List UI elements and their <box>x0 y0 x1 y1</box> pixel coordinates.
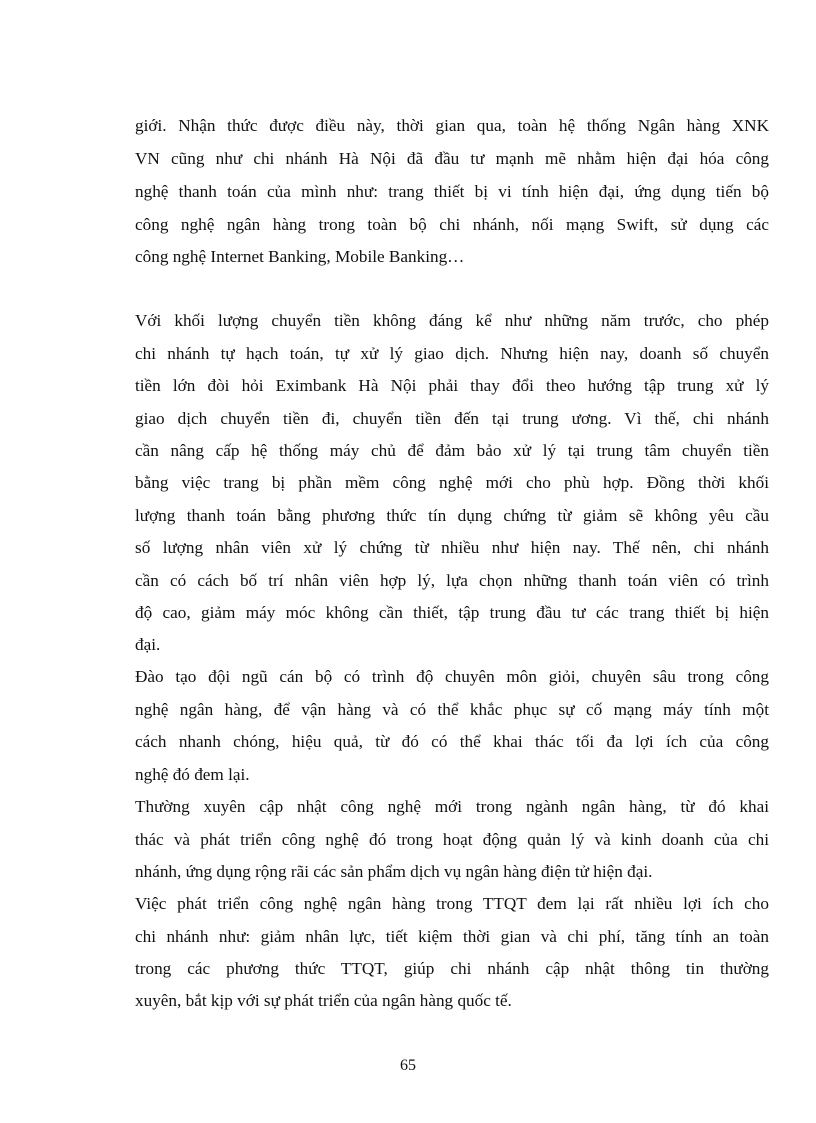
text-line: nhánh, ứng dụng rộng rãi các sản phẩm dịch vụ ngân hàng điện tử hiện đại. <box>135 862 653 881</box>
text-line: Đào tạo đội ngũ cán bộ có trình độ chuyên môn giỏi, chuyên sâu trong công <box>135 667 769 686</box>
text-line: Thường xuyên cập nhật công nghệ mới trong ngành ngân hàng, từ đó khai <box>135 797 769 816</box>
text-line: chi nhánh tự hạch toán, tự xử lý giao dịch. Nhưng hiện nay, doanh số chuyển <box>135 344 769 363</box>
text-line: thác và phát triển công nghệ đó trong hoạt động quản lý và kinh doanh của chi <box>135 830 769 849</box>
text-line: chi nhánh như: giảm nhân lực, tiết kiệm thời gian và chi phí, tăng tính an toàn <box>135 927 769 946</box>
text-line: bằng việc trang bị phần mềm công nghệ mới cho phù hợp. Đồng thời khối <box>135 473 769 492</box>
text-line: cần nâng cấp hệ thống máy chủ để đảm bảo xử lý tại trung tâm chuyển tiền <box>135 441 769 460</box>
text-line: nghệ đó đem lại. <box>135 765 250 784</box>
text-line: cách nhanh chóng, hiệu quả, từ đó có thể khai thác tối đa lợi ích của công <box>135 732 769 751</box>
text-line: giới. Nhận thức được điều này, thời gian qua, toàn hệ thống Ngân hàng XNK <box>135 116 769 135</box>
text-line: lượng thanh toán bằng phương thức tín dụng chứng từ giảm sẽ không yêu cầu <box>135 506 769 525</box>
text-line: đại. <box>135 635 161 654</box>
text-line: số lượng nhân viên xử lý chứng từ nhiều như hiện nay. Thế nên, chi nhánh <box>135 538 769 557</box>
text-line: trong các phương thức TTQT, giúp chi nhánh cập nhật thông tin thường <box>135 959 769 978</box>
text-line: tiền lớn đòi hỏi Eximbank Hà Nội phải thay đổi theo hướng tập trung xử lý <box>135 376 769 395</box>
text-line: VN cũng như chi nhánh Hà Nội đã đầu tư mạnh mẽ nhằm hiện đại hóa công <box>135 149 769 168</box>
text-line: công nghệ Internet Banking, Mobile Banking… <box>135 247 465 266</box>
text-line: độ cao, giảm máy móc không cần thiết, tập trung đầu tư các trang thiết bị hiện <box>135 603 769 622</box>
text-line: công nghệ ngân hàng trong toàn bộ chi nhánh, nối mạng Swift, sử dụng các <box>135 215 769 234</box>
text-line: nghệ ngân hàng, để vận hàng và có thể khắc phục sự cố mạng máy tính một <box>135 700 769 719</box>
text-line: giao dịch chuyển tiền đi, chuyển tiền đến tại trung ương. Vì thế, chi nhánh <box>135 409 769 428</box>
page-number: 65 <box>400 1057 416 1074</box>
text-line: cần có cách bố trí nhân viên hợp lý, lựa chọn những thanh toán viên có trình <box>135 571 769 590</box>
text-line: nghệ thanh toán của mình như: trang thiết bị vi tính hiện đại, ứng dụng tiến bộ <box>135 182 769 201</box>
text-line: Với khối lượng chuyển tiền không đáng kể như những năm trước, cho phép <box>135 311 769 330</box>
text-line: Việc phát triển công nghệ ngân hàng trong TTQT đem lại rất nhiều lợi ích cho <box>135 894 769 913</box>
text-line: xuyên, bắt kịp với sự phát triển của ngân hàng quốc tế. <box>135 991 512 1010</box>
